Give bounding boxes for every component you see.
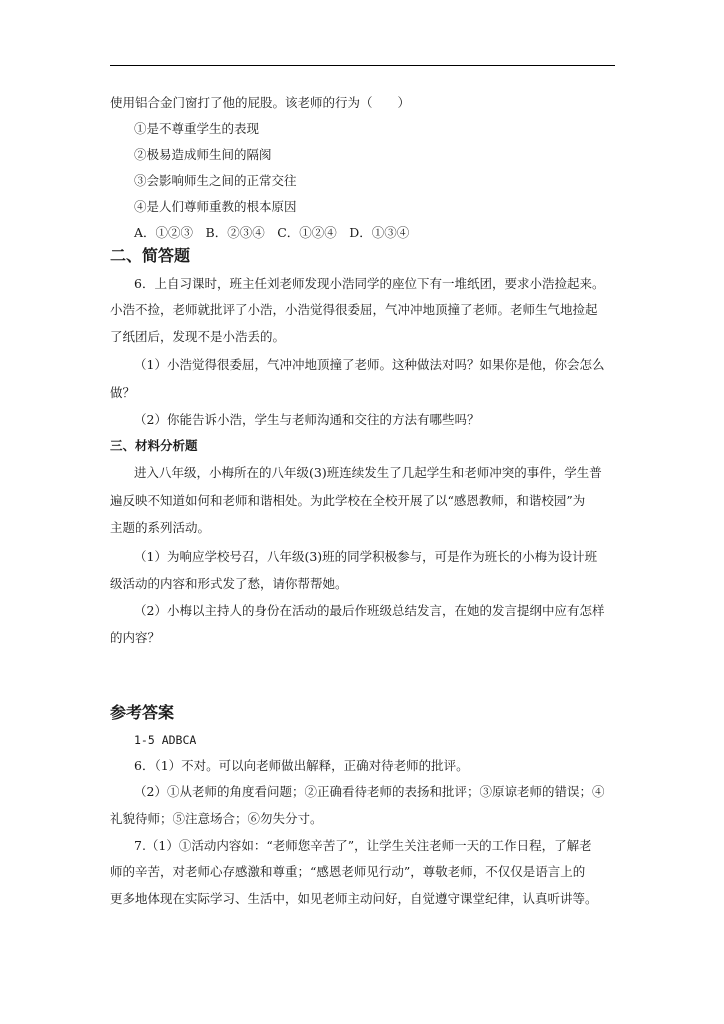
answers-title: 参考答案: [110, 703, 175, 722]
answer-7-line-3: 更多地体现在实际学习、生活中，如见老师主动问好，自觉遵守课堂纪律，认真听讲等。: [110, 891, 598, 906]
question-6-sub-2: （2）你能告诉小浩，学生与老师沟通和交往的方法有哪些吗？: [134, 412, 480, 427]
answer-7-line-1: 7.（1）①活动内容如：“老师您辛苦了”，让学生关注老师一天的工作日程，了解老: [134, 838, 592, 853]
question-5-option-3: ③会影响师生之间的正常交往: [134, 173, 297, 188]
question-6-sub-1-line-2: 做？: [110, 385, 136, 400]
section-3-intro-line-3: 主题的系列活动。: [110, 520, 211, 535]
question-6-line-1: 6．上自习课时，班主任刘老师发现小浩同学的座位下有一堆纸团，要求小浩捡起来。: [134, 276, 605, 291]
section-3-sub-1-line-1: （1）为响应学校号召，八年级(3)班的同学积极参与，可是作为班长的小梅为设计班: [134, 549, 598, 564]
answers-choice-key: 1-5 ADBCA: [134, 733, 197, 747]
section-3-title: 三、材料分析题: [110, 438, 198, 453]
section-2-title: 二、简答题: [110, 246, 191, 265]
section-3-intro-line-1: 进入八年级，小梅所在的八年级(3)班连续发生了几起学生和老师冲突的事件，学生普: [134, 465, 602, 480]
answer-6-part-2-line-2: 礼貌待师；⑤注意场合；⑥勿失分寸。: [110, 811, 323, 826]
section-3-sub-2-line-1: （2）小梅以主持人的身份在活动的最后作班级总结发言，在她的发言提纲中应有怎样: [134, 603, 605, 618]
section-3-intro-line-2: 遍反映不知道如何和老师和谐相处。为此学校在全校开展了以“感恩教师，和谐校园”为: [110, 493, 586, 508]
section-3-sub-1-line-2: 级活动的内容和形式发了愁，请你帮帮她。: [110, 576, 348, 591]
answer-7-line-2: 师的辛苦，对老师心存感激和尊重；“感恩老师见行动”，尊敬老师，不仅仅是语言上的: [110, 864, 586, 879]
question-6-sub-1-line-1: （1）小浩觉得很委屈，气冲冲地顶撞了老师。这种做法对吗？如果你是他，你会怎么: [134, 357, 605, 372]
header-rule: [110, 65, 615, 66]
question-6-line-3: 了纸团后，发现不是小浩丢的。: [110, 329, 286, 344]
question-6-line-2: 小浩不捡，老师就批评了小浩，小浩觉得很委屈，气冲冲地顶撞了老师。老师生气地捡起: [110, 302, 598, 317]
answer-6-part-1: 6．（1）不对。可以向老师做出解释，正确对待老师的批评。: [134, 758, 469, 773]
question-5-choices: A．①②③ B．②③④ C．①②④ D．①③④: [134, 225, 410, 240]
question-5-option-2: ②极易造成师生间的隔阂: [134, 147, 272, 162]
question-5-stem: 使用铝合金门窗打了他的屁股。该老师的行为（ ）: [110, 95, 411, 110]
answer-6-part-2-line-1: （2）①从老师的角度看问题；②正确看待老师的表扬和批评；③原谅老师的错误；④: [134, 784, 605, 799]
section-3-sub-2-line-2: 的内容？: [110, 630, 161, 645]
question-5-option-4: ④是人们尊师重教的根本原因: [134, 199, 297, 214]
question-5-option-1: ①是不尊重学生的表现: [134, 121, 260, 136]
